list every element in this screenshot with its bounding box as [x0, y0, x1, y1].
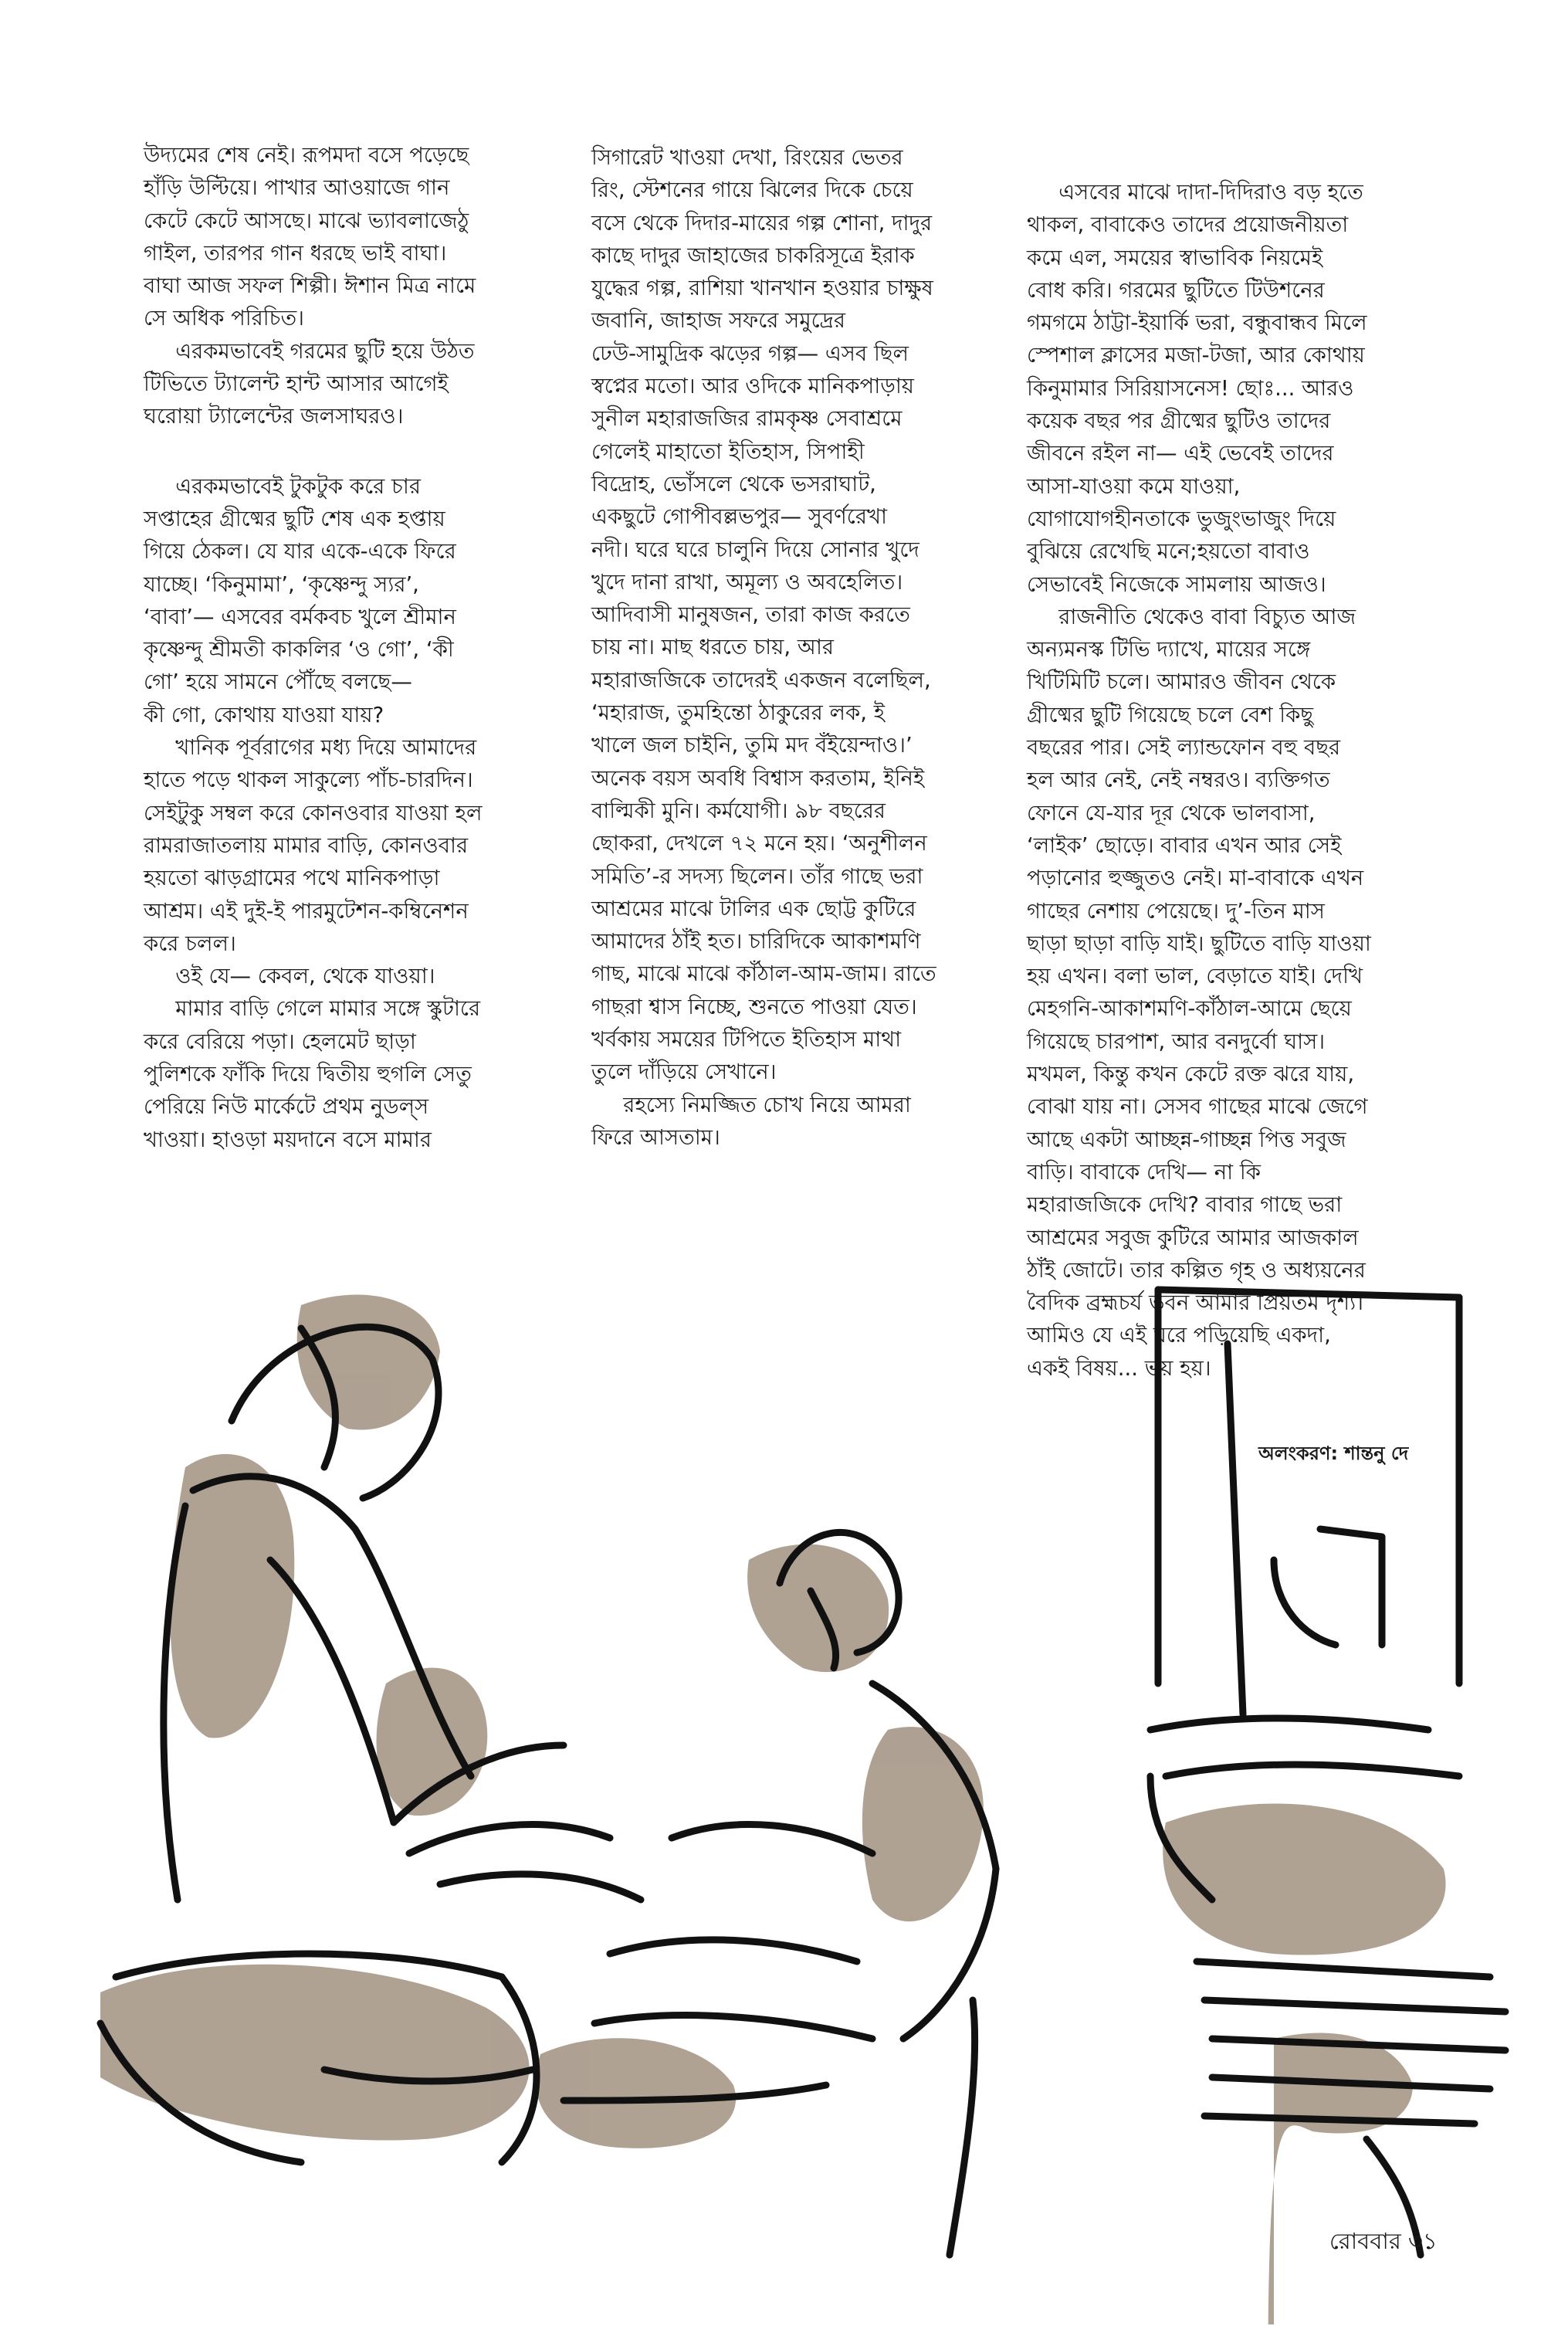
- text-line: মামার বাড়ি গেলে মামার সঙ্গে স্কুটারে: [144, 996, 481, 1022]
- text-line: বাঘা আজ সফল শিল্পী। ঈশান মিত্র নামে: [144, 273, 476, 299]
- text-line: ‘লাইক’ ছোড়ে। বাবার এখন আর সেই: [1027, 832, 1342, 858]
- text-line: নদী। ঘরে ঘরে চালুনি দিয়ে সোনার খুদে: [591, 537, 919, 562]
- text-line: সিগারেট খাওয়া দেখা, রিংয়ের ভেতর: [591, 145, 903, 170]
- text-line: সে অধিক পরিচিত।: [144, 306, 304, 331]
- sketch-illustration: [69, 1282, 1536, 2324]
- text-line: বসে থেকে দিদার-মায়ের গল্প শোনা, দাদুর: [591, 210, 933, 236]
- text-line: হাতে পড়ে থাকল সাকুল্যে পাঁচ-চারদিন।: [144, 768, 473, 793]
- text-line: আশ্রমের সবুজ কুটিরে আমার আজকাল: [1027, 1225, 1359, 1250]
- text-line: রিং, স্টেশনের গায়ে ঝিলের দিকে চেয়ে: [591, 178, 913, 203]
- text-line: আদিবাসী মানুষজন, তারা কাজ করতে: [591, 602, 910, 628]
- text-line: একছুটে গোপীবল্লভপুর— সুবর্ণরেখা: [591, 504, 887, 530]
- text-line: এরকমভাবেই টুকটুক করে চার: [144, 473, 421, 499]
- text-line: [144, 433, 572, 470]
- text-line: সপ্তাহের গ্রীষ্মের ছুটি শেষ এক হপ্তায়: [144, 506, 445, 531]
- text-line: বাড়ি। বাবাকে দেখি— না কি: [1027, 1159, 1261, 1185]
- text-line: কাছে দাদুর জাহাজের চাকরিসূত্রে ইরাক: [591, 242, 915, 268]
- text-line: আমিও যে এই ঘরে পড়িয়েছি একদা,: [1027, 1323, 1331, 1348]
- text-line: অনেক বয়স অবধি বিশ্বাস করতাম, ইনিই: [591, 765, 925, 791]
- text-line: হল আর নেই, নেই নম্বরও। ব্যক্তিগত: [1027, 768, 1330, 793]
- text-line: মেহগনি-আকাশমণি-কাঁঠাল-আমে ছেয়ে: [1027, 996, 1352, 1022]
- text-line: রামরাজাতলায় মামার বাড়ি, কোনওবার: [144, 832, 469, 858]
- text-line: কিনুমামার সিরিয়াসনেস! ছোঃ... আরও: [1027, 375, 1354, 401]
- text-line: কমে এল, সময়ের স্বাভাবিক নিয়মেই: [1027, 245, 1323, 270]
- text-line: গমগমে ঠাট্টা-ইয়ার্কি ভরা, বন্ধুবান্ধব মিলে: [1027, 310, 1367, 336]
- text-column-3: [1027, 176, 1459, 1385]
- text-line: আশ্রম। এই দুই-ই পারমুটেশন-কম্বিনেশন: [144, 898, 469, 924]
- text-line: একই বিষয়... ভয় হয়।: [1027, 1355, 1211, 1381]
- text-line: ঢেউ-সামুদ্রিক ঝড়ের গল্প— এসব ছিল: [591, 341, 909, 366]
- illustration-credit: অলংকরণ: শান্তনু দে: [1258, 1443, 1409, 1464]
- text-line: কৃষ্ণেন্দু শ্রীমতী কাকলির ‘ও গো’, ‘কী: [144, 637, 454, 663]
- text-line: উদ্যমের শেষ নেই। রূপমদা বসে পড়েছে: [144, 143, 469, 168]
- text-line: হয় এখন। বলা ভাল, বেড়াতে যাই। দেখি: [1027, 964, 1363, 989]
- text-line: গেলেই মাহাতো ইতিহাস, সিপাহী: [591, 439, 865, 464]
- text-line: ওই যে— কেবল, থেকে যাওয়া।: [144, 964, 435, 989]
- text-line: বুঝিয়ে রেখেছি মনে;হয়তো বাবাও: [1027, 539, 1310, 565]
- text-line: রাজনীতি থেকেও বাবা বিচ্যুত আজ: [1027, 604, 1356, 629]
- text-line: রহস্যে নিমজ্জিত চোখ নিয়ে আমরা: [591, 1092, 911, 1117]
- text-line: পুলিশকে ফাঁকি দিয়ে দ্বিতীয় হুগলি সেতু: [144, 1062, 472, 1087]
- text-line: খালে জল চাইনি, তুমি মদ বঁইয়েন্দাও।’: [591, 733, 913, 758]
- text-line: পেরিয়ে নিউ মার্কেটে প্রথম নুডল্‌স: [144, 1094, 429, 1120]
- text-line: বৈদিক ব্রহ্মচর্য ভবন আমার প্রিয়তম দৃশ্য।: [1027, 1290, 1363, 1316]
- text-line: যুদ্ধের গল্প, রাশিয়া খানখান হওয়ার চাক্ষুষ: [591, 276, 933, 301]
- text-line: মহারাজজিকে তাদেরই একজন বলেছিল,: [591, 667, 931, 693]
- text-line: ঘরোয়া ট্যালেন্টের জলসাঘরও।: [144, 404, 404, 429]
- text-line: বিদ্রোহ, ভোঁসলে থেকে ভসরাঘাট,: [591, 471, 876, 497]
- text-line: সুনীল মহারাজজির রামকৃষ্ণ সেবাশ্রমে: [591, 406, 903, 432]
- text-line: গাছ, মাঝে মাঝে কাঁঠাল-আম-জাম। রাতে: [591, 961, 936, 987]
- page-footer: রোববার ৩১: [1329, 2228, 1438, 2254]
- text-line: স্বপ্নের মতো। আর ওদিকে মানিকপাড়ায়: [591, 374, 914, 399]
- text-line: গাইল, তারপর গান ধরছে ভাই বাঘা।: [144, 240, 447, 266]
- text-line: বোঝা যায় না। সেসব গাছের মাঝে জেগে: [1027, 1094, 1368, 1120]
- text-line: সেভাবেই নিজেকে সামলায় আজও।: [1027, 571, 1326, 597]
- text-line: সমিতি’-র সদস্য ছিলেন। তাঁর গাছে ভরা: [591, 863, 923, 889]
- text-line: চায় না। মাছ ধরতে চায়, আর: [591, 635, 835, 660]
- text-line: খর্বকায় সময়ের টিপিতে ইতিহাস মাথা: [591, 1027, 902, 1053]
- text-line: গিয়েছে চারপাশ, আর বনদুর্বো ঘাস।: [1027, 1029, 1326, 1054]
- text-line: এসবের মাঝে দাদা-দিদিরাও বড় হতে: [1027, 180, 1363, 205]
- text-line: ছোকরা, দেখলে ৭২ মনে হয়। ‘অনুশীলন: [591, 831, 927, 856]
- text-line: সেইটুকু সম্বল করে কোনওবার যাওয়া হল: [144, 800, 483, 826]
- text-line: আছে একটা আচ্ছন্ন-গাচ্ছন্ন পিত্ত সবুজ: [1027, 1127, 1346, 1152]
- text-line: ‘বাবা’— এসবের বর্মকবচ খুলে শ্রীমান: [144, 604, 456, 629]
- text-line: জবানি, জাহাজ সফরে সমুদ্রের: [591, 308, 846, 334]
- text-line: পড়ানোর হুজ্জুতও নেই। মা-বাবাকে এখন: [1027, 866, 1364, 891]
- text-line: হাঁড়ি উল্টিয়ে। পাখার আওয়াজে গান: [144, 175, 450, 201]
- text-line: গাছের নেশায় পেয়েছে। দু’-তিন মাস: [1027, 898, 1325, 924]
- text-line: ঠাঁই জোটে। তার কল্পিত গৃহ ও অধ্যয়নের: [1027, 1257, 1366, 1283]
- text-line: কয়েক বছর পর গ্রীষ্মের ছুটিও তাদের: [1027, 409, 1331, 434]
- text-line: গো’ হয়ে সামনে পৌঁছে বলছে—: [144, 670, 412, 695]
- text-line: ছাড়া ছাড়া বাড়ি যাই। ছুটিতে বাড়ি যাওয়া: [1027, 931, 1371, 956]
- text-line: খুদে দানা রাখা, অমূল্য ও অবহেলিত।: [591, 569, 903, 595]
- text-line: গিয়ে ঠেকল। যে যার একে-একে ফিরে: [144, 539, 456, 565]
- text-line: কেটে কেটে আসছে। মাঝে ভ্যাবলাজেঠু: [144, 208, 469, 233]
- text-line: আমাদের ঠাঁই হত। চারিদিকে আকাশমণি: [591, 929, 921, 954]
- text-line: খিটিমিটি চলে। আমারও জীবন থেকে: [1027, 670, 1336, 695]
- text-line: আশ্রমের মাঝে টালির এক ছোট্ট কুটিরে: [591, 896, 916, 921]
- text-line: কী গো, কোথায় যাওয়া যায়?: [144, 702, 384, 727]
- text-line: গাছরা শ্বাস নিচ্ছে, শুনতে পাওয়া যেত।: [591, 994, 917, 1019]
- text-line: বাল্মিকী মুনি। কর্মযোগী। ৯৮ বছরের: [591, 798, 886, 823]
- text-line: হয়তো ঝাড়গ্রামের পথে মানিকপাড়া: [144, 866, 440, 891]
- text-line: তুলে দাঁড়িয়ে সেখানে।: [591, 1060, 777, 1085]
- text-line: গ্রীষ্মের ছুটি গিয়েছে চলে বেশ কিছু: [1027, 702, 1314, 727]
- text-column-2: [591, 141, 1020, 1154]
- text-line: বোধ করি। গরমের ছুটিতে টিউশনের: [1027, 277, 1325, 303]
- text-line: ফোনে যে-যার দূর থেকে ভালবাসা,: [1027, 800, 1316, 826]
- text-line: খাওয়া। হাওড়া ময়দানে বসে মামার: [144, 1127, 432, 1152]
- text-line: থাকল, বাবাকেও তাদের প্রয়োজনীয়তা: [1027, 212, 1349, 238]
- text-line: এরকমভাবেই গরমের ছুটি হয়ে উঠত: [144, 338, 475, 364]
- text-line: স্পেশাল ক্লাসের মজা-টজা, আর কোথায়: [1027, 343, 1365, 368]
- text-line: মখমল, কিন্তু কখন কেটে রক্ত ঝরে যায়,: [1027, 1062, 1355, 1087]
- text-line: জীবনে রইল না— এই ভেবেই তাদের: [1027, 441, 1334, 466]
- text-line: মহারাজজিকে দেখি? বাবার গাছে ভরা: [1027, 1192, 1343, 1218]
- text-column-1: [144, 139, 572, 1156]
- text-line: করে বেরিয়ে পড়া। হেলমেট ছাড়া: [144, 1029, 416, 1054]
- text-line: খানিক পূর্বরাগের মধ্য দিয়ে আমাদের: [144, 735, 477, 761]
- text-line: করে চলল।: [144, 931, 236, 956]
- text-line: বছরের পার। সেই ল্যান্ডফোন বহু বছর: [1027, 735, 1341, 761]
- text-line: ‘মহারাজ, তুমহিন্তো ঠাকুরের লক, ই: [591, 700, 886, 726]
- text-line: টিভিতে ট্যালেন্ট হান্ট আসার আগেই: [144, 371, 449, 397]
- text-line: অন্যমনস্ক টিভি দ্যাখে, মায়ের সঙ্গে: [1027, 637, 1311, 663]
- text-line: যোগাযোগহীনতাকে ভুজুংভাজুং দিয়ে: [1027, 506, 1336, 531]
- text-line: আসা-যাওয়া কমে যাওয়া,: [1027, 473, 1241, 499]
- text-line: যাচ্ছে। ‘কিনুমামা’, ‘কৃষ্ণেন্দু স্যর’,: [144, 571, 419, 597]
- text-line: ফিরে আসতাম।: [591, 1124, 720, 1150]
- wash-patches: [100, 1295, 1446, 2325]
